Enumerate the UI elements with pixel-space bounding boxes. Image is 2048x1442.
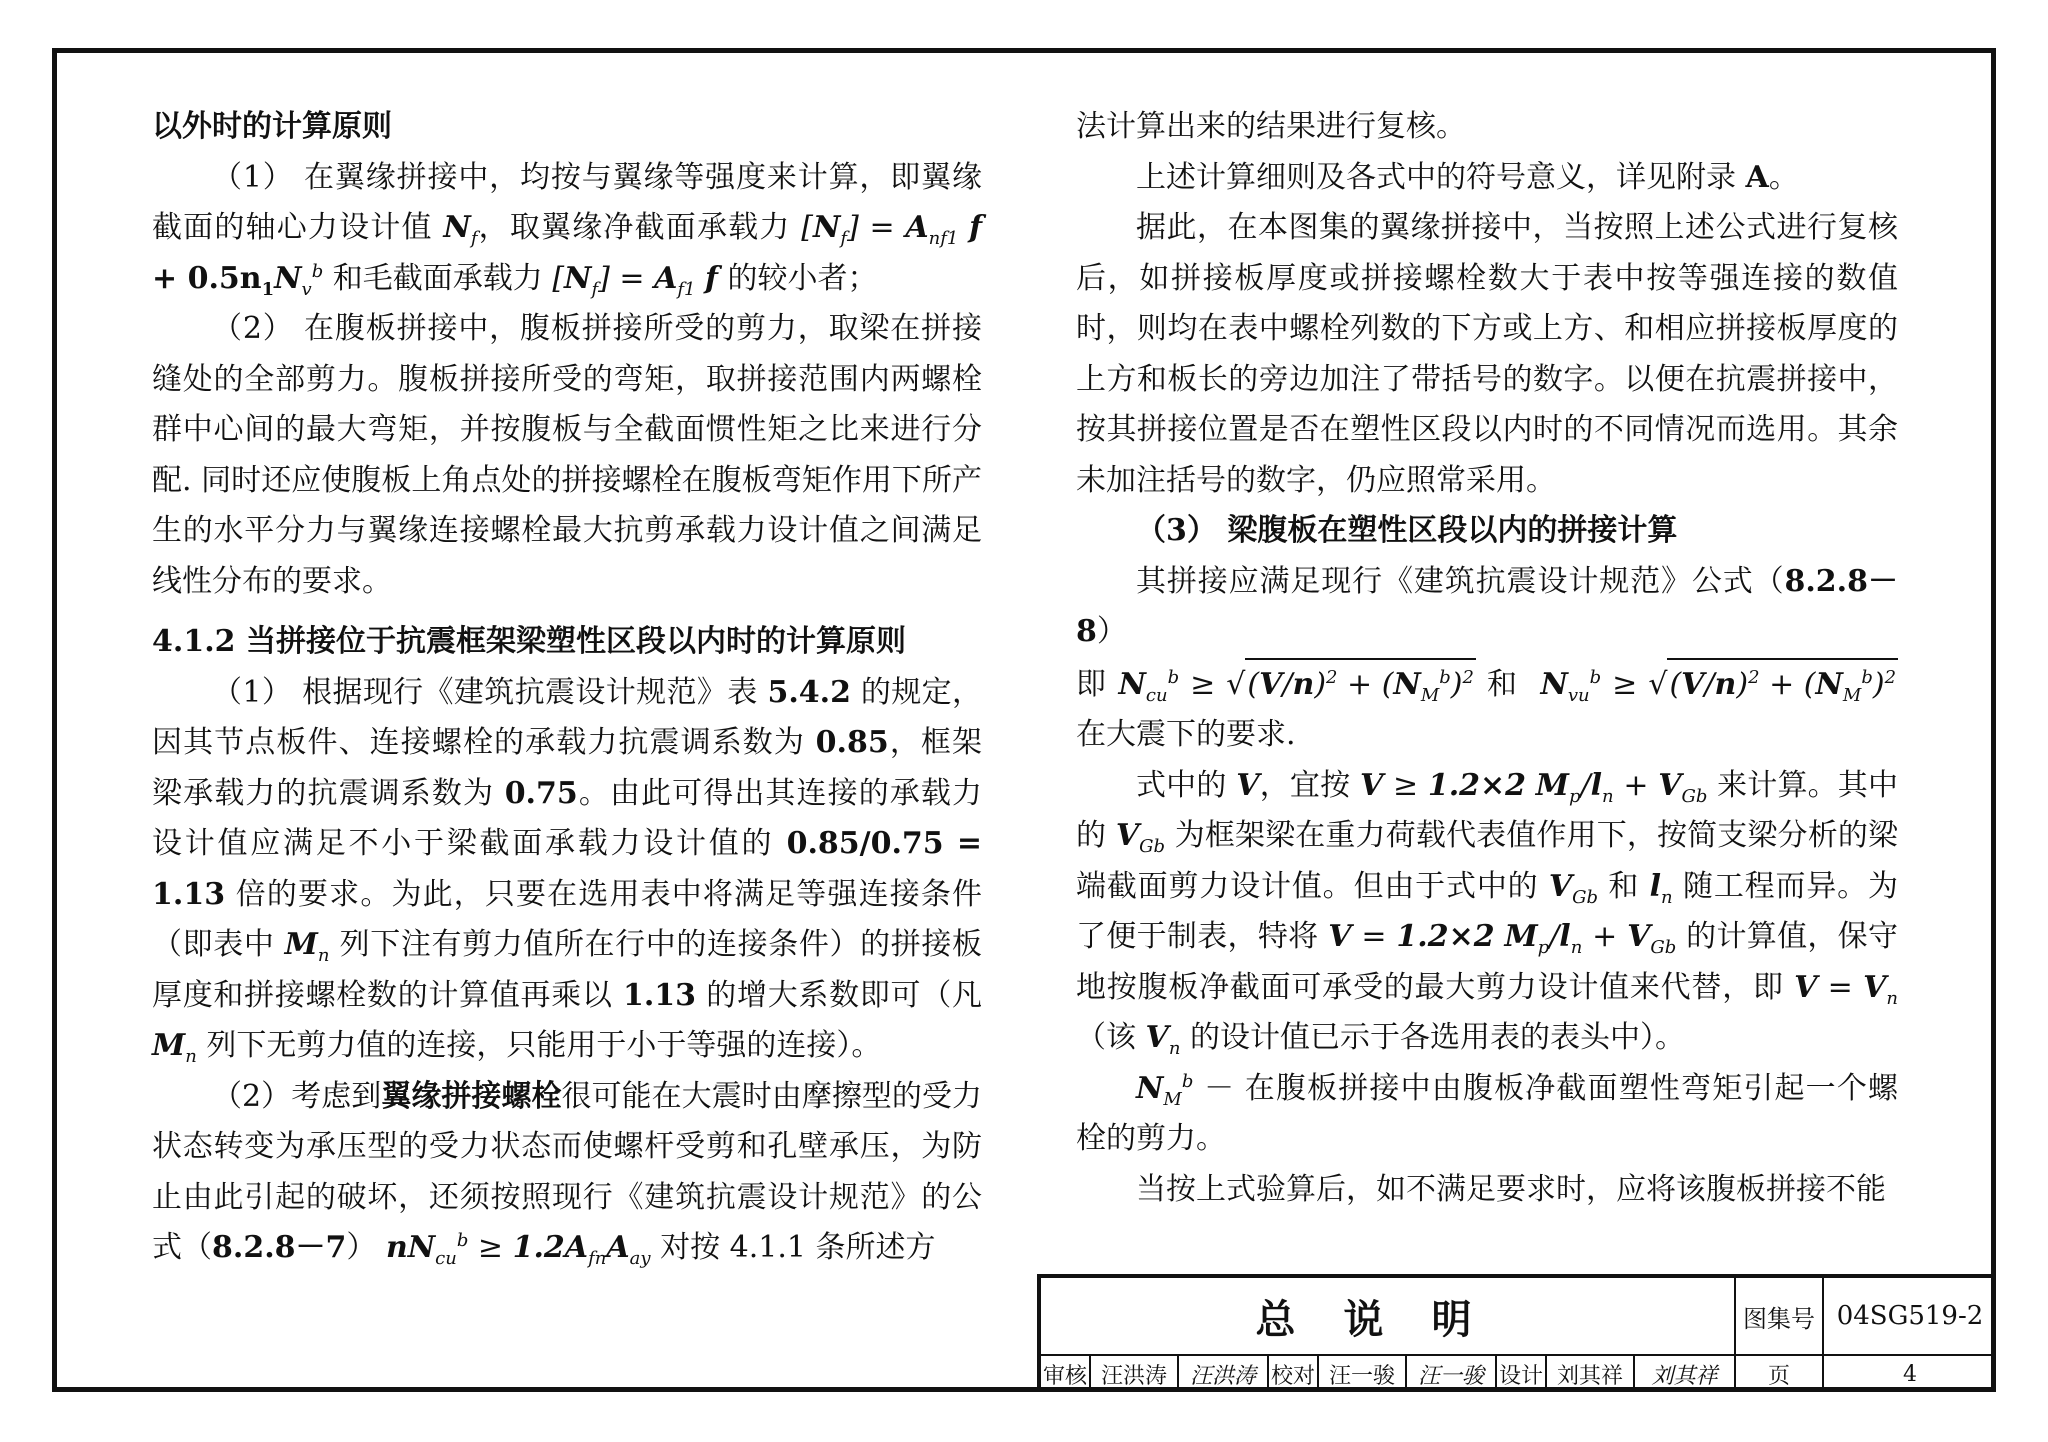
check-label: 校对: [1269, 1356, 1319, 1392]
right-para-continued: 法计算出来的结果进行复核。: [1076, 109, 1466, 144]
right-para-formula-ref: 其拼接应满足现行《建筑抗震设计规范》公式（8.2.8－8）: [1076, 563, 1898, 649]
right-para-last: 当按上式验算后，如不满足要求时，应将该腹板拼接不能: [1136, 1171, 1886, 1207]
left-para-flange-bolts: （2）考虑到翼缘拼接螺栓很可能在大震时由摩擦型的受力状态转变为承压型的受力状态而使螺杆受剪和孔壁承压，为防止由此引起的破坏，还须按照现行《建筑抗震设计规范》的公式（8.2.8－7） $nN_{cu}^b \ge 1.2A_{fn}A_{ay}$ 对按 4.1.1 条所述方: [152, 1078, 983, 1269]
section-heading-3: （3） 梁腹板在塑性区段以内的拼接计算: [1136, 513, 1678, 548]
signature-row: [1041, 1356, 1996, 1392]
left-heading-continued: 以外时的计算原则: [152, 109, 392, 144]
review-name: 汪洪涛: [1091, 1356, 1179, 1392]
title-block: [1037, 1274, 1996, 1392]
atlas-number: 04SG519-2: [1824, 1278, 1996, 1356]
left-para-flange-splice: （1） 在翼缘拼接中，均按与翼缘等强度来计算，即翼缘截面的轴心力设计值 $N_f$，取翼缘净截面承载力 $[N_f] = A_{nf1}$ $f + 0.5n_1N_v^b$ 和毛截面承载力 $[N_f] = A_{f1}$ f 的较小者；: [152, 159, 982, 300]
atlas-number-label: 图集号: [1736, 1278, 1824, 1356]
design-name: 刘其祥: [1547, 1356, 1635, 1392]
right-para-appendix: 上述计算细则及各式中的符号意义，详见附录 A。: [1136, 159, 1799, 195]
left-column: [152, 102, 982, 1274]
right-para-shear-v: 式中的 V，宜按 V ≥ 1.2×2 $M_p/l_n + V_{Gb}$ 来计算。其中的 $V_{Gb}$ 为框架梁在重力荷载代表值作用下，按简支梁分析的梁端截面剪力设计值。但由于式中的 $V_{Gb}$ 和 $l_n$ 随工程而异。为了便于制表，特将 V = 1.2×2 $M_p/l_n + V_{Gb}$ 的计算值，保守地按腹板净截面可承受的最大剪力设计值来代替，即 $V = V_n$（该 $V_n$ 的设计值已示于各选用表的表头中）。: [1076, 767, 1898, 1059]
drawing-title: 总说明: [1041, 1278, 1736, 1356]
right-column: [1076, 102, 1898, 1215]
review-signature: 汪洪涛: [1179, 1356, 1269, 1392]
check-name: 汪一骏: [1319, 1356, 1407, 1392]
right-para-bracket-numbers: 据此，在本图集的翼缘拼接中，当按照上述公式进行复核后，如拼接板厚度或拼接螺栓数大于表中按等强连接的数值时，则均在表中螺栓列数的下方或上方、和相应拼接板厚度的上方和板长的旁边加注了带括号的数字。以便在抗震拼接中，按其拼接位置是否在塑性区段以内时的不同情况而选用。其余未加注括号的数字，仍应照常采用。: [1076, 210, 1898, 498]
right-para-sqrt-formula: 即 $N_{cu}^b \ge √(V/n)^2 + (N_M^b)^2$ 和 $N_{vu}^b \ge √(V/n)^2 + (N_M^b)^2$ 在大震下的要求.: [1076, 658, 1898, 761]
left-para-seismic-factor: （1） 根据现行《建筑抗震设计规范》表 5.4.2 的规定，因其节点板件、连接螺栓的承载力抗震调系数为 0.85，框架梁承载力的抗震调系数为 0.75。由此可得出其连接的承载力设计值应满足不小于梁截面承载力设计值的 0.85/0.75 = 1.13 倍的要求。为此，只要在选用表中将满足等强连接条件（即表中 $M_n$ 列下注有剪力值所在行中的连接条件）的拼接板厚度和拼接螺栓数的计算值再乘以 1.13 的增大系数即可（凡 $M_n$ 列下无剪力值的连接，只能用于小于等强的连接）。: [152, 674, 983, 1067]
left-para-web-splice: （2） 在腹板拼接中，腹板拼接所受的剪力，取梁在拼接缝处的全部剪力。腹板拼接所受的弯矩，取拼接范围内两螺栓群中心间的最大弯矩，并按腹板与全截面惯性矩之比来进行分配. 同时还应使腹板上角点处的拼接螺栓在腹板弯矩作用下所产生的水平分力与翼缘连接螺栓最大抗剪承载力设计值之间满足线性分布的要求。: [152, 311, 982, 599]
page-number: 4: [1903, 1361, 1917, 1387]
design-signature: 刘其祥: [1635, 1356, 1736, 1392]
section-heading-4-1-2: 4.1.2 当拼接位于抗震框架梁塑性区段以内时的计算原则: [152, 624, 906, 659]
review-label: 审核: [1041, 1356, 1091, 1392]
page-label: 页: [1736, 1356, 1824, 1392]
design-label: 设计: [1497, 1356, 1547, 1392]
right-para-nmb-definition: $N_M^b$ － 在腹板拼接中由腹板净截面塑性弯矩引起一个螺栓的剪力。: [1076, 1070, 1898, 1156]
check-signature: 汪一骏: [1407, 1356, 1497, 1392]
